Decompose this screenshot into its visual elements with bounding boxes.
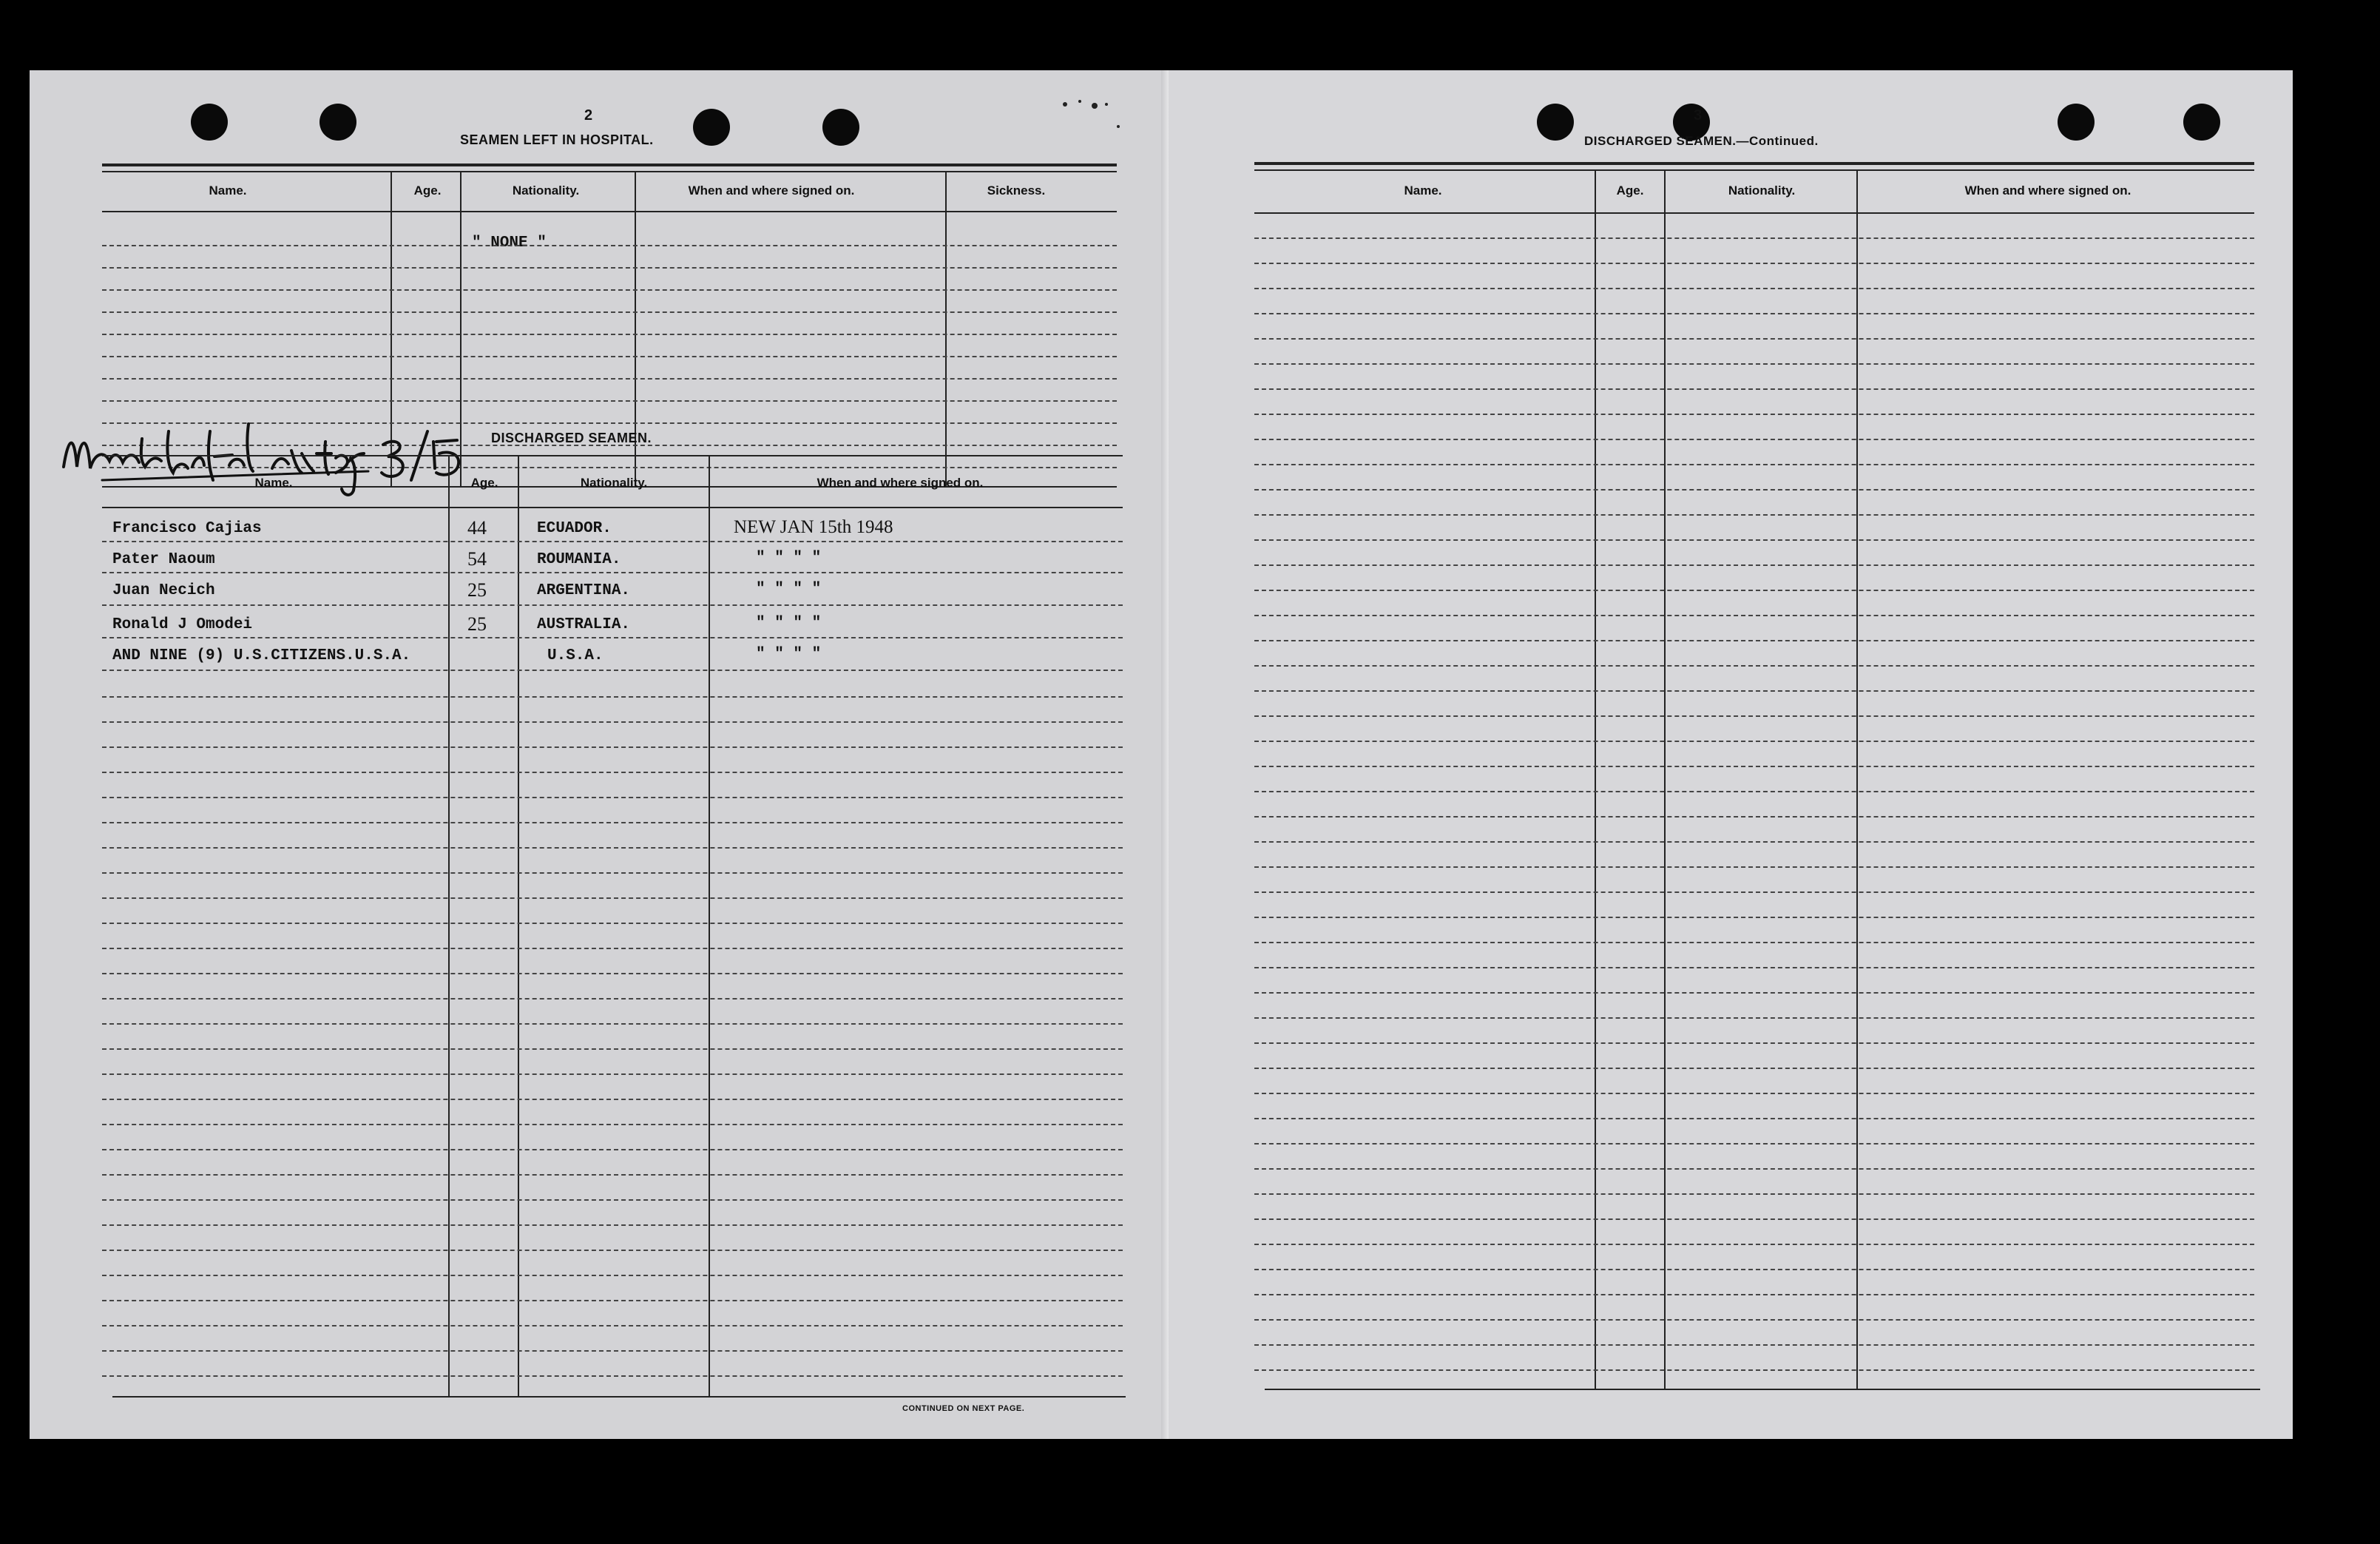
row-nationality: ROUMANIA. [537, 551, 621, 568]
row-name: AND NINE (9) U.S.CITIZENS.U.S.A. [112, 647, 411, 664]
discharged-col-name: Name. [254, 476, 293, 490]
page-number: 2 [584, 107, 593, 124]
page-number: 3 [1694, 107, 1703, 124]
right-section-title: DISCHARGED SEAMEN.—Continued. [1584, 134, 1819, 148]
row-name: Pater Naoum [112, 551, 215, 568]
row-name: Francisco Cajias [112, 520, 262, 537]
punch-hole [191, 104, 228, 141]
row-nationality: AUSTRALIA. [537, 616, 631, 633]
hospital-col-signed-on: When and where signed on. [688, 183, 855, 198]
hospital-col-nationality: Nationality. [512, 183, 580, 198]
row-nationality: ECUADOR. [537, 520, 612, 537]
punch-hole [2058, 104, 2095, 141]
row-age: 44 [467, 517, 487, 539]
right-page [1169, 70, 2293, 1439]
punch-hole [693, 109, 730, 146]
hospital-col-sickness: Sickness. [987, 183, 1046, 198]
scanned-document [30, 70, 2293, 1439]
punch-hole [822, 109, 859, 146]
right-col-nationality: Nationality. [1728, 183, 1796, 198]
hospital-entry-none: " NONE " [472, 235, 547, 252]
row-signed-on: " " " " [756, 550, 822, 567]
hospital-col-age: Age. [413, 183, 442, 198]
row-nationality: U.S.A. [547, 647, 604, 664]
discharged-col-age: Age. [470, 476, 498, 490]
left-page [30, 70, 1169, 1439]
row-age: 25 [467, 613, 487, 635]
right-col-signed-on: When and where signed on. [1964, 183, 2131, 198]
row-age: 54 [467, 548, 487, 570]
punch-hole [320, 104, 356, 141]
punch-hole [1537, 104, 1574, 141]
hospital-section-title: SEAMEN LEFT IN HOSPITAL. [460, 132, 654, 147]
discharged-section-title: DISCHARGED SEAMEN. [491, 431, 652, 445]
hospital-col-name: Name. [209, 183, 247, 198]
row-age: 25 [467, 579, 487, 601]
right-col-age: Age. [1616, 183, 1644, 198]
right-col-name: Name. [1404, 183, 1442, 198]
row-nationality: ARGENTINA. [537, 582, 631, 599]
discharged-col-nationality: Nationality. [580, 476, 648, 490]
continued-footer: CONTINUED ON NEXT PAGE. [902, 1404, 1025, 1413]
row-signed-on: " " " " [756, 615, 822, 632]
discharged-col-signed-on: When and where signed on. [817, 476, 984, 490]
row-name: Ronald J Omodei [112, 616, 253, 633]
row-signed-on: NEW JAN 15th 1948 [734, 517, 893, 537]
row-name: Juan Necich [112, 582, 215, 599]
row-signed-on: " " " " [756, 581, 822, 598]
row-signed-on: " " " " [756, 646, 822, 663]
punch-hole [2183, 104, 2220, 141]
